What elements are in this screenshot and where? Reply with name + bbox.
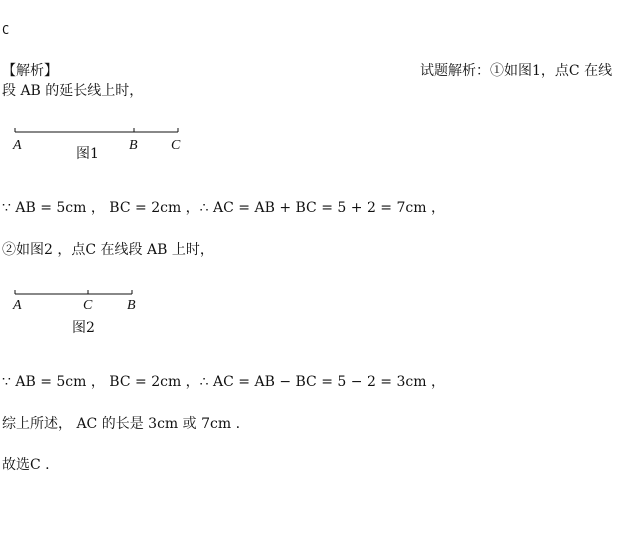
figure-2-caption: 图2: [72, 320, 95, 336]
figure-2-point-a: A: [13, 298, 22, 313]
conclusion-text: 故选C .: [2, 457, 50, 473]
figure-2-point-b: B: [127, 298, 136, 313]
figure-1-point-a: A: [13, 138, 22, 153]
analysis-intro-line2: 段 AB 的延长线上时，: [2, 83, 144, 99]
case-2-text: ②如图2 ，点C 在线段 AB 上时，: [2, 242, 214, 258]
answer-label: C: [2, 23, 10, 37]
figure-1-point-c: C: [171, 138, 181, 153]
equation-1: ∵ AB = 5cm ， BC = 2cm ，∴ AC = AB + BC = 5 + 2 = 7cm ，: [2, 200, 445, 216]
analysis-intro-right: 试题解析：①如图1，点C 在线: [420, 63, 613, 79]
figure-1-caption: 图1: [76, 146, 99, 162]
figure-1-diagram: [10, 124, 210, 174]
analysis-header: 【解析】: [2, 63, 58, 79]
figure-1-point-b: B: [129, 138, 138, 153]
summary-text: 综上所述， AC 的长是 3cm 或 7cm .: [2, 416, 241, 432]
figure-2-point-c: C: [83, 298, 93, 313]
equation-2: ∵ AB = 5cm ， BC = 2cm ，∴ AC = AB − BC = 5 − 2 = 3cm ，: [2, 374, 445, 390]
